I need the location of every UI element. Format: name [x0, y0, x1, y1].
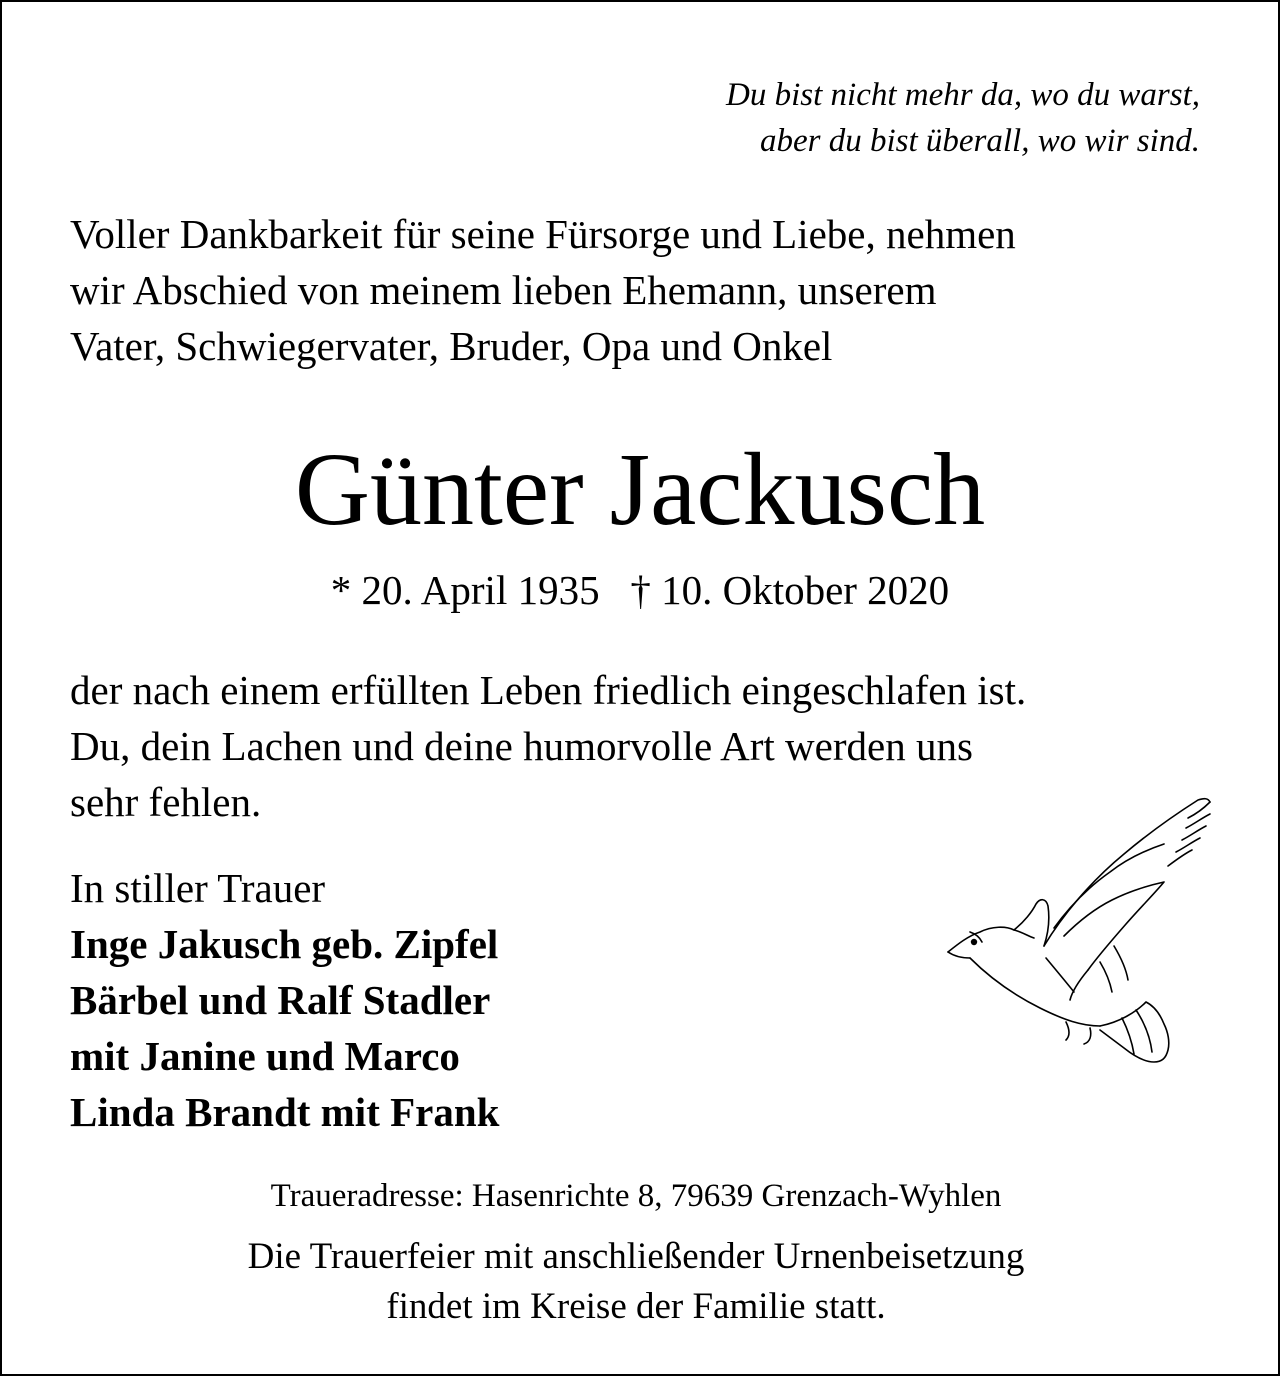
mourner-name: mit Janine und Marco: [70, 1033, 460, 1079]
mourning-address: Traueradresse: Hasenrichte 8, 79639 Grenzach-Wyhlen: [270, 1178, 1002, 1214]
farewell-line-2: Du, dein Lachen und deine humorvolle Art werden uns: [70, 723, 973, 769]
mourners-block: [70, 860, 770, 1140]
mourners-intro: In stiller Trauer: [70, 865, 326, 911]
mourner-name: Bärbel und Ralf Stadler: [70, 977, 491, 1023]
life-dates: * 20. April 1935 † 10. Oktober 2020: [330, 567, 950, 613]
farewell-line-1: der nach einem erfüllten Leben friedlich eingeschlafen ist.: [70, 667, 1027, 713]
ceremony-line-2: findet im Kreise der Familie statt.: [386, 1286, 886, 1327]
motto-quote: [726, 72, 1200, 164]
mourner-name: Inge Jakusch geb. Zipfel: [70, 921, 499, 967]
motto-line-2: aber du bist überall, wo wir sind.: [759, 123, 1200, 159]
intro-line-1: Voller Dankbarkeit für seine Fürsorge und Liebe, nehmen: [70, 211, 1016, 257]
ceremony-line-1: Die Trauerfeier mit anschließender Urnenbeisetzung: [247, 1236, 1025, 1277]
farewell-line-3: sehr fehlen.: [70, 779, 262, 825]
motto-line-1: Du bist nicht mehr da, wo du warst,: [726, 77, 1200, 113]
intro-line-3: Vater, Schwiegervater, Bruder, Opa und Onkel: [70, 323, 833, 369]
mourner-name: Linda Brandt mit Frank: [70, 1089, 500, 1135]
ceremony-note: [0, 1232, 1272, 1332]
deceased-name: Günter Jackusch: [294, 432, 986, 547]
intro-text: [70, 206, 1220, 374]
dove-icon: [940, 786, 1220, 1072]
intro-line-2: wir Abschied von meinem lieben Ehemann, unserem: [70, 267, 937, 313]
